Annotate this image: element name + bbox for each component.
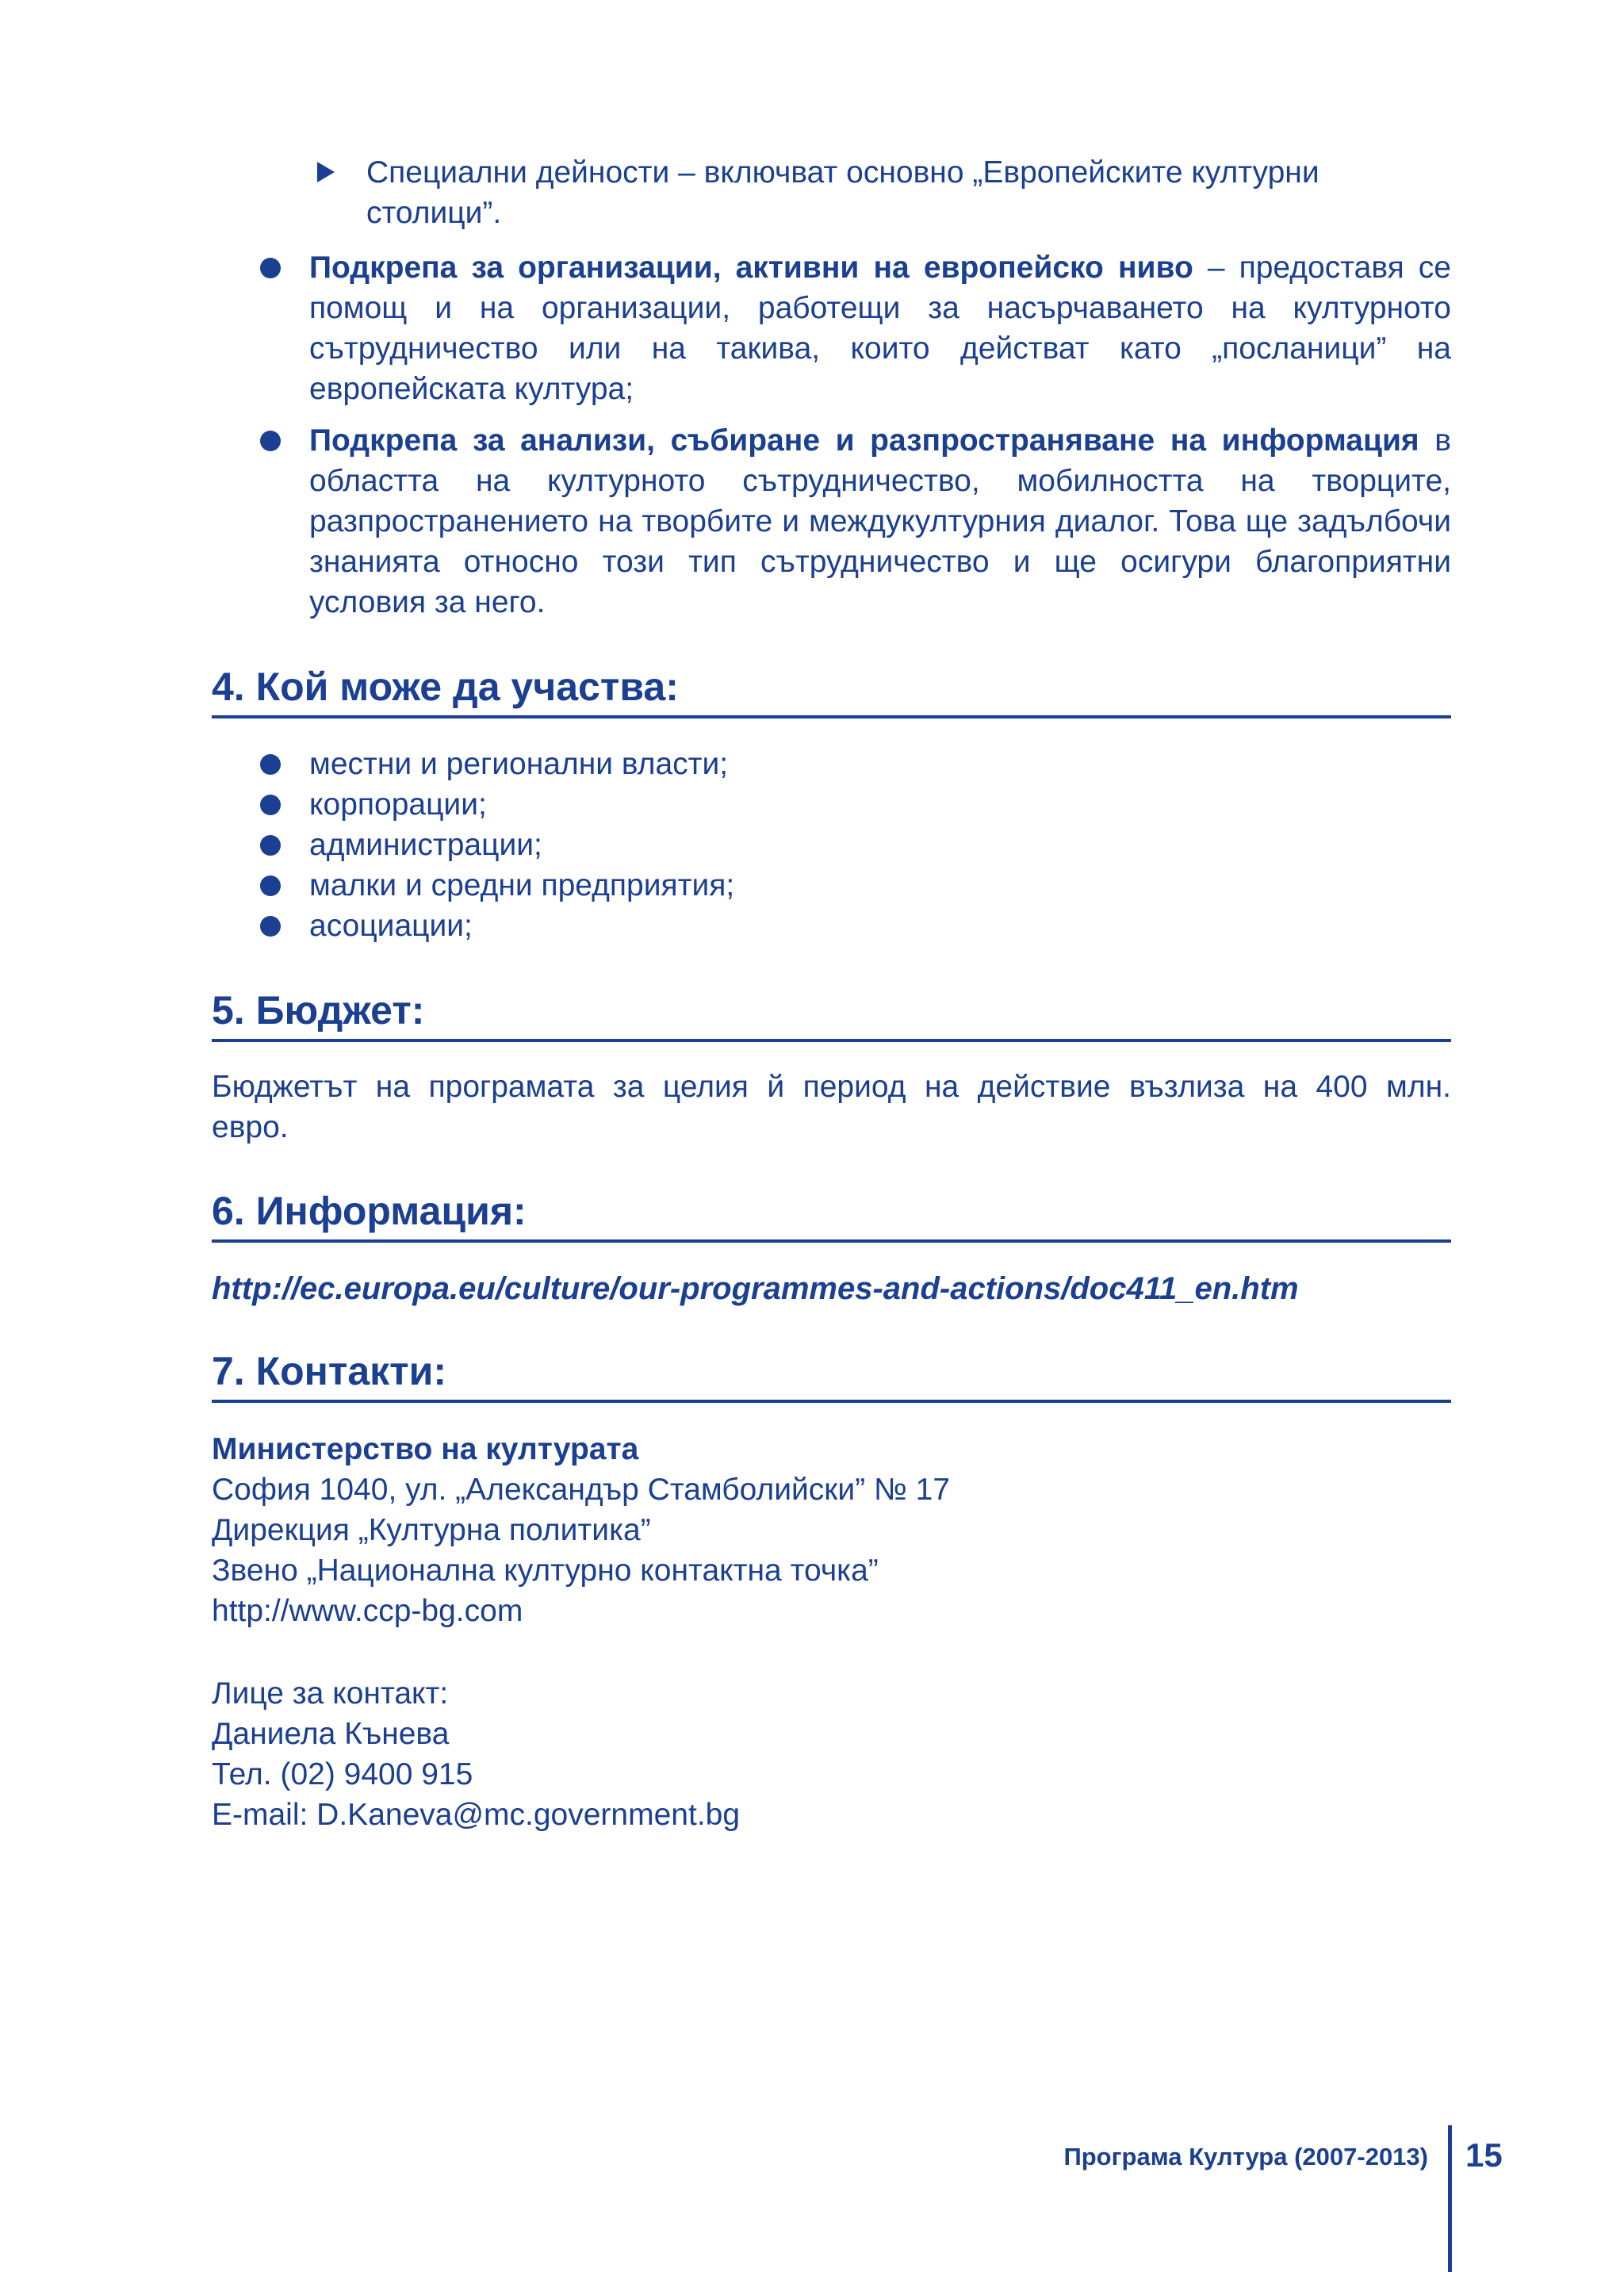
support-analysis-item (309, 420, 1451, 623)
support-organizations-item (309, 247, 1451, 409)
arrow-bullet-icon (317, 162, 335, 182)
section-heading-contacts: 7. Контакти: (212, 1347, 1451, 1403)
footer-divider (1448, 2125, 1452, 2272)
special-activities-item: Специални дейности – включват основно „Европейските културни столици”. (366, 155, 1320, 230)
bullet-dot-icon (260, 258, 281, 278)
participant-item: асоциации; (309, 909, 473, 943)
support-organizations-title: Подкрепа за организации, активни на европейско ниво (309, 251, 1193, 285)
bullet-dot-icon (260, 875, 281, 896)
contact-website-link[interactable]: http://www.ccp-bg.com (212, 1594, 523, 1628)
contact-email-link[interactable]: E-mail: D.Kaneva@mc.government.bg (212, 1798, 741, 1832)
contact-person-label: Лице за контакт: (212, 1676, 449, 1711)
section-heading-information: 6. Информация: (212, 1187, 1451, 1243)
budget-text: Бюджетът на програмата за целия й период на действие възлиза на 400 млн. евро. (212, 1070, 1451, 1144)
contact-directorate: Дирекция „Културна политика” (212, 1513, 651, 1547)
footer-title: Програма Култура (2007-2013) (1063, 2143, 1428, 2170)
bullet-dot-icon (260, 431, 281, 451)
support-analysis-text: в областта на културното сътрудничество, мобилността на творците, разпространението на творбите и междукултурния диалог. Това ще задълбочи знанията относно този тип сътрудничество и ще осигури благоприятни условия за него. (309, 423, 1451, 619)
bullet-dot-icon (260, 835, 281, 856)
page-number: 15 (1465, 2136, 1503, 2174)
participant-item: корпорации; (309, 787, 487, 822)
contact-phone: Тел. (02) 9400 915 (212, 1757, 473, 1791)
participant-item: администрации; (309, 828, 542, 862)
support-organizations-text: – предоставя се помощ и на организации, работещи за насърчаването на културното сътрудничество или на такива, които действат като „посланици” на европейската култура; (309, 251, 1451, 406)
participant-item: местни и регионални власти; (309, 747, 729, 781)
support-analysis-title: Подкрепа за анализи, събиране и разпространяване на информация (309, 423, 1419, 458)
bullet-dot-icon (260, 916, 281, 937)
contact-address: София 1040, ул. „Александър Стамболийски” № 17 (212, 1473, 951, 1507)
participant-item: малки и средни предприятия; (309, 868, 735, 902)
section-heading-budget: 5. Бюджет: (212, 987, 1451, 1042)
contact-organization: Министерство на културата (212, 1432, 639, 1466)
information-link[interactable]: http://ec.europa.eu/culture/our-programmes-and-actions/doc411_en.htm (212, 1271, 1299, 1306)
bullet-dot-icon (260, 795, 281, 815)
section-heading-participants: 4. Кой може да участва: (212, 663, 1451, 718)
contact-unit: Звено „Национална културно контактна точка” (212, 1554, 879, 1588)
contact-person-name: Даниела Кънева (212, 1717, 450, 1751)
bullet-dot-icon (260, 754, 281, 775)
